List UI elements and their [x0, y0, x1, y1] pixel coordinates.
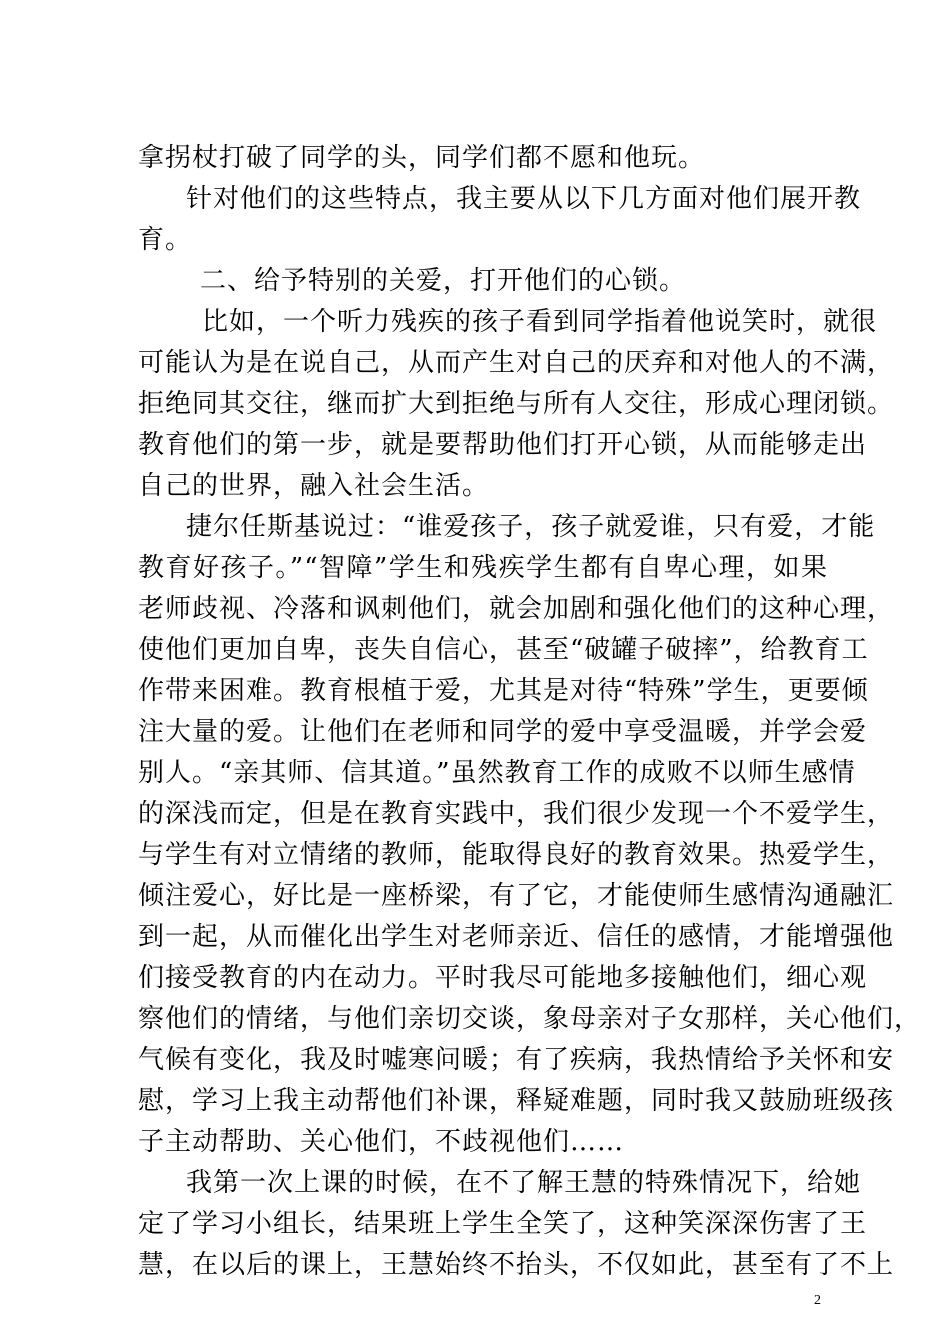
text-line-26: 我第一次上课的时候，在不了解王慧的特殊情况下，给她 [186, 1168, 862, 1198]
text-line-22: 察他们的情绪，与他们亲切交谈，象母亲对子女那样，关心他们， [138, 1004, 922, 1034]
text-line-5: 比如，一个听力残疾的孩子看到同学指着他说笑时，就很 [202, 307, 878, 337]
text-line-10: 捷尔任斯基说过：“谁爱孩子，孩子就爱谁，只有爱，才能 [186, 512, 876, 542]
text-line-25: 子主动帮助、关心他们，不歧视他们…… [138, 1127, 625, 1157]
section-heading: 二、给予特别的关爱，打开他们的心锁。 [200, 266, 687, 296]
text-line-12: 老师歧视、冷落和讽刺他们，就会加剧和强化他们的这种心理， [138, 594, 895, 624]
text-line-9: 自己的世界，融入社会生活。 [138, 471, 490, 501]
text-line-13: 使他们更加自卑，丧失自信心，甚至“破罐子破摔”，给教育工 [138, 635, 869, 665]
text-line-3: 育。 [138, 225, 193, 255]
page-number: 2 [814, 1293, 821, 1308]
text-line-8: 教育他们的第一步，就是要帮助他们打开心锁，从而能够走出 [138, 430, 868, 460]
text-line-7: 拒绝同其交往，继而扩大到拒绝与所有人交往，形成心理闭锁。 [138, 389, 895, 419]
text-line-28: 慧，在以后的课上，王慧始终不抬头，不仅如此，甚至有了不上 [138, 1250, 895, 1280]
text-line-20: 到一起，从而催化出学生对老师亲近、信任的感情，才能增强他 [138, 922, 895, 952]
text-line-21: 们接受教育的内在动力。平时我尽可能地多接触他们，细心观 [138, 963, 868, 993]
text-line-18: 与学生有对立情绪的教师，能取得良好的教育效果。热爱学生， [138, 840, 895, 870]
text-line-23: 气候有变化，我及时嘘寒问暖；有了疾病，我热情给予关怀和安 [138, 1045, 895, 1075]
text-line-11: 教育好孩子。”“智障”学生和残疾学生都有自卑心理，如果 [138, 553, 828, 583]
text-line-24: 慰，学习上我主动帮他们补课，释疑难题，同时我又鼓励班级孩 [138, 1086, 895, 1116]
text-line-15: 注大量的爱。让他们在老师和同学的爱中享受温暖，并学会爱 [138, 717, 868, 747]
text-line-6: 可能认为是在说自己，从而产生对自己的厌弃和对他人的不满， [138, 348, 895, 378]
text-line-17: 的深浅而定，但是在教育实践中，我们很少发现一个不爱学生， [138, 799, 895, 829]
text-line-2: 针对他们的这些特点，我主要从以下几方面对他们展开教 [186, 184, 862, 214]
text-line-1: 拿拐杖打破了同学的头，同学们都不愿和他玩。 [138, 143, 706, 173]
text-line-14: 作带来困难。教育根植于爱，尤其是对待“特殊”学生，更要倾 [138, 676, 869, 706]
text-line-27: 定了学习小组长，结果班上学生全笑了，这种笑深深伤害了王 [138, 1209, 868, 1239]
text-line-19: 倾注爱心，好比是一座桥梁，有了它，才能使师生感情沟通融汇 [138, 881, 895, 911]
text-line-16: 别人。“亲其师、信其道。”虽然教育工作的成败不以师生感情 [138, 758, 856, 788]
